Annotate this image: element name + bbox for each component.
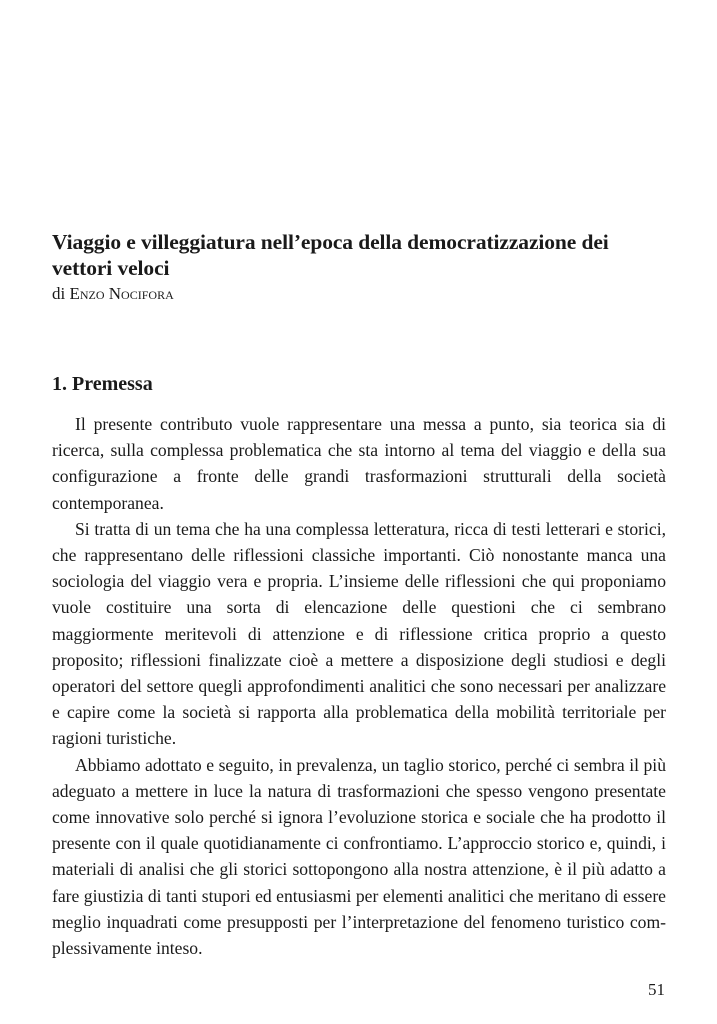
article-title: Viaggio e villeggiatura nell’epoca della democratizzazione dei vettori veloci xyxy=(52,230,609,280)
page-number: 51 xyxy=(648,980,665,999)
section-heading: 1. Premessa xyxy=(52,373,153,395)
author-prefix: di xyxy=(52,284,70,303)
author-name: Enzo Nocifora xyxy=(69,284,174,303)
paragraph: Il presente contributo vuole rappresentare una messa a punto, sia teorica sia di ricerca, sulla complessa problematica che sta intorno al tema del viaggio e della sua configurazione a fronte delle grandi trasformazioni strutturali della società contemporanea. xyxy=(52,414,666,513)
section-body xyxy=(52,411,666,961)
author-line xyxy=(52,283,174,305)
paragraph: Abbiamo adottato e seguito, in prevalenza, un taglio storico, perché ci sembra il più adeguato a mettere in luce la natura di trasformazioni che spesso vengono presentate come innovative solo perché si ignora l’evoluzione storica e sociale che ha prodotto il presente con il quale quotidianamente ci confrontiamo. L’approccio storico e, quindi, i materiali di analisi che gli storici sottopongono alla nostra attenzione, è il più adatto a fare giustizia di tanti stupori ed entusiasmi per elementi analitici che meritano di essere meglio inquadrati come presupposti per l’interpretazione del fenomeno turistico complessivamente inteso. xyxy=(52,754,666,959)
paragraph: Si tratta di un tema che ha una complessa letteratura, ricca di testi letterari e storici, che rappresentano delle riflessioni classiche importanti. Ciò nonostante manca una sociologia del viaggio vera e propria. L’insieme delle riflessioni che qui proponiamo vuole costituire una sorta di elencazione delle questioni che ci sembrano maggiormente meritevoli di attenzione e di riflessione critica proprio a questo proposito; riflessioni finalizzate cioè a mettere a disposizione degli studiosi e degli operatori del settore quegli approfondimenti analitici che sono necessari per analizzare e capire come la società si rapporta alla problematica della mobilità territoriale per ragioni turistiche. xyxy=(52,518,666,749)
